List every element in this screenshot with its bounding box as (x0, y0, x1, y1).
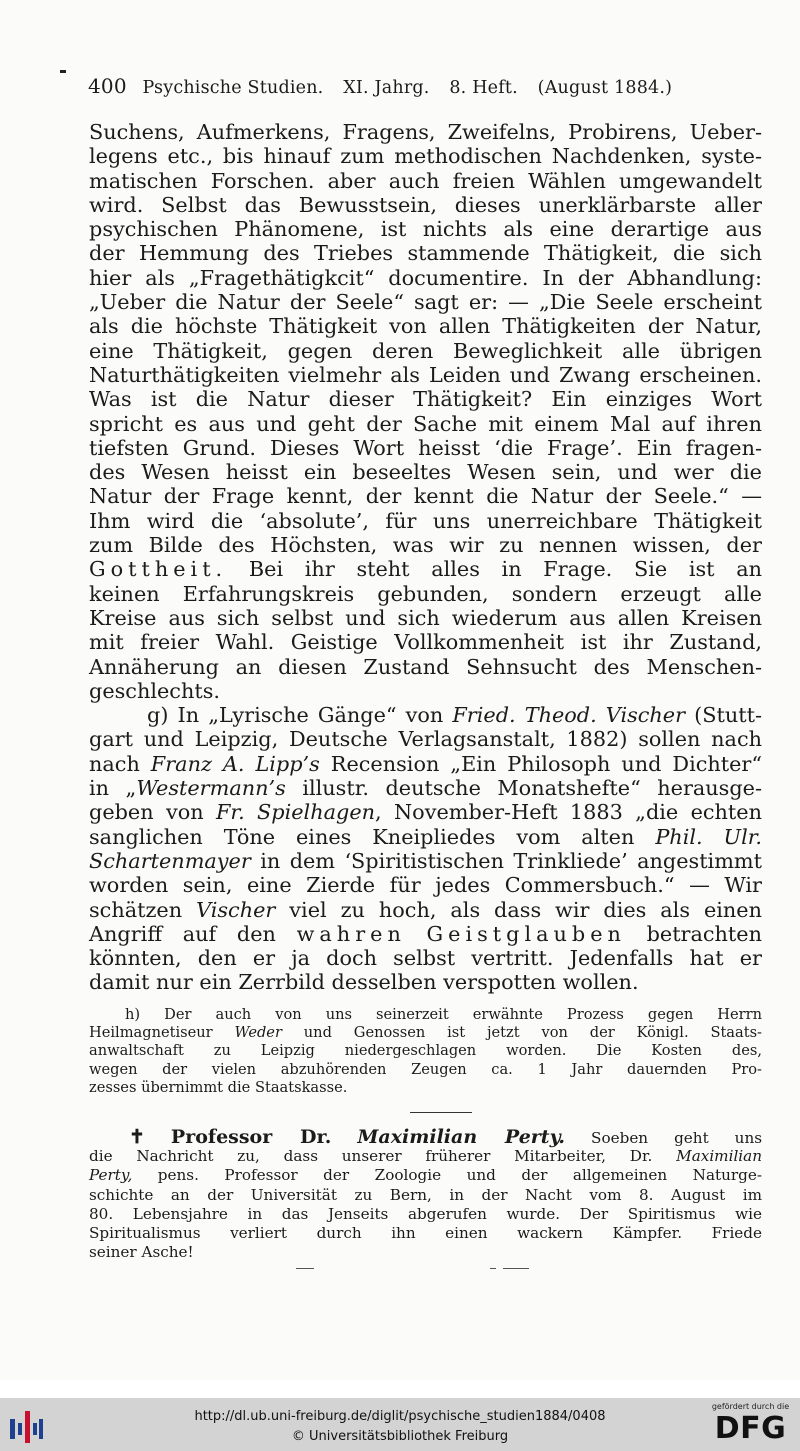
text-span: nach (89, 751, 151, 776)
text-line: Kreise aus sich selbst und sich wiederum aus allen Kreisen (89, 605, 762, 630)
italic-name: Fr. Spielhagen (216, 800, 376, 825)
paragraph-g-line: worden sein, eine Zierde für jedes Commersbuch.“ — Wir (89, 873, 762, 898)
main-text (89, 120, 762, 995)
text-line: tiefsten Grund. Dieses Wort heisst ‘die Frage’. Ein fragen- (89, 435, 762, 460)
italic-name: Franz A. Lipp’s (150, 751, 320, 776)
text-line: wird. Selbst das Bewusstsein, dieses unerklärbarste aller (89, 192, 762, 217)
obituary-line: seiner Asche! (89, 1243, 194, 1262)
viewer-footer (0, 1398, 800, 1451)
paragraph-g-line: gart und Leipzig, Deutsche Verlagsanstalt, 1882) sollen nach (89, 727, 762, 752)
text-line: Ihm wird die ‘absolute’, für uns unerreichbare Thätigkeit (89, 508, 762, 533)
text-span: Bei ihr steht alles in Frage. Sie ist an (248, 557, 762, 582)
footnote-line: h) Der auch von uns seinerzeit erwähnte Prozess gegen Herrn (125, 1006, 762, 1023)
obituary-line: schichte an der Universität zu Bern, in der Nacht vom 8. August im (89, 1185, 762, 1204)
text-span: geben von (89, 800, 216, 825)
text-line: eine Thätigkeit, gegen deren Beweglichkeit alle übrigen (89, 338, 762, 363)
text-line: matischen Forschen. aber auch freien Wählen umgewandelt (89, 168, 762, 193)
text-span: in „ (89, 776, 137, 801)
text-span: Heilmagnetiseur (89, 1024, 235, 1042)
italic-name: Maximilian (676, 1147, 762, 1166)
footnote (89, 1006, 762, 1097)
text-span: Angriff auf den (89, 921, 297, 946)
obituary-line (89, 1128, 762, 1147)
text-line: psychischen Phänomene, ist nichts als eine derartige aus (89, 217, 762, 242)
italic-name: Westermann’s (136, 776, 286, 801)
text-line: als die höchste Thätigkeit von allen Thätigkeiten der Natur, (89, 314, 762, 339)
text-line: Suchens, Aufmerkens, Fragens, Zweifelns, Probirens, Ueber- (89, 120, 762, 144)
paragraph-g-line (89, 800, 762, 824)
paragraph-g-line (89, 849, 762, 873)
text-span: die Nachricht zu, dass unserer früherer Mitarbeiter, Dr. (89, 1147, 677, 1166)
paragraph-g-line (89, 776, 762, 800)
journal-year: XI. Jahrg. (343, 78, 430, 98)
footnote-line: anwaltschaft zu Leipzig niedergeschlagen worden. Die Kosten des, (89, 1042, 762, 1060)
italic-name: Vischer (196, 897, 276, 922)
journal-title: Psychische Studien. (142, 78, 324, 98)
obituary-name: Maximilian Perty. (357, 1126, 566, 1148)
italic-name: Schartenmayer (89, 848, 251, 873)
journal-date: (August 1884.) (537, 78, 673, 98)
spaced-word: wahren (296, 921, 406, 946)
printer-mark (503, 1268, 529, 1269)
obituary-title: Professor Dr. (170, 1126, 332, 1148)
text-line: hier als „Fragethätigkcit“ documentire. In der Abhandlung: (89, 265, 762, 290)
text-line: geschlechts. (89, 678, 220, 703)
section-divider (410, 1112, 472, 1113)
footnote-line: zesses übernimmt die Staatskasse. (89, 1078, 348, 1096)
cross-icon: ✝ (129, 1126, 145, 1148)
italic-name: Phil. Ulr. (655, 824, 762, 849)
obituary-line: Spiritualismus verliert durch ihn einen wackern Kämpfer. Friede (89, 1223, 762, 1242)
text-line: Was ist die Natur dieser Thätigkeit? Ein einziges Wort (89, 387, 762, 412)
dfg-logo: DFG (714, 1411, 787, 1446)
paragraph-g-line: könnten, den er ja doch selbst vertritt. Jedenfalls hat er (89, 946, 762, 971)
italic-name: Perty, (89, 1166, 133, 1185)
text-span: in dem ‘Spiritistischen Trinkliede’ angestimmt (250, 848, 762, 873)
journal-issue: 8. Heft. (449, 78, 518, 98)
text-line: legens etc., bis hinauf zum methodischen Nachdenken, syste- (89, 144, 762, 169)
text-line: der Hemmung des Triebes stammende Thätigkeit, die sich (89, 241, 762, 266)
paragraph-g-line (89, 922, 762, 946)
spaced-word: Geistglauben (426, 921, 626, 946)
paragraph-g-line (89, 752, 762, 776)
margin-mark (60, 70, 66, 73)
text-line: mit freier Wahl. Geistige Vollkommenheit ist ihr Zustand, (89, 630, 762, 655)
text-line: keinen Erfahrungskreis gebunden, sondern erzeugt alle (89, 581, 762, 606)
paragraph-g-line (89, 825, 762, 849)
spaced-word: Gottheit. (89, 557, 228, 582)
text-span: und Genossen ist jetzt von der Königl. Staats- (281, 1024, 762, 1042)
paragraph-g-line (89, 898, 762, 922)
text-span: Soeben geht uns (565, 1129, 763, 1147)
dfg-caption: gefördert durch die (711, 1402, 790, 1411)
text-span: (Stutt- (685, 703, 762, 728)
text-span: betrachten (625, 921, 762, 946)
text-line: „Ueber die Natur der Seele“ sagt er: — „Die Seele erscheint (89, 290, 762, 315)
text-span: illustr. deutsche Monatshefte“ herausge- (285, 776, 762, 801)
text-line: zum Bilde des Höchsten, was wir zu nennen wissen, der (89, 533, 762, 558)
text-span: sanglichen Töne eines Kneipliedes vom alten (89, 824, 656, 849)
footnote-line (89, 1024, 762, 1042)
paragraph-g-line (89, 703, 762, 727)
text-span: pens. Professor der Zoologie und der allgemeinen Naturge- (132, 1166, 762, 1185)
running-header (88, 74, 708, 98)
text-line: des Wesen heisst ein beseeltes Wesen sein, und wer die (89, 460, 762, 485)
obituary-line (89, 1166, 762, 1185)
italic-name: Weder (234, 1024, 282, 1042)
text-line: Natur der Frage kennt, der kennt die Natur der Seele.“ — (89, 484, 762, 509)
text-span: Recension „Ein Philosoph und Dichter“ (319, 751, 762, 776)
paragraph-g-line: damit nur ein Zerrbild desselben verspotten wollen. (89, 970, 639, 995)
text-span: schätzen (89, 897, 197, 922)
printer-mark (490, 1268, 496, 1269)
obituary-line (89, 1147, 762, 1166)
text-span: , November-Heft 1883 „die echten (375, 800, 762, 825)
obituary-notice (89, 1128, 762, 1262)
footnote-line: wegen der vielen abzuhörenden Zeugen ca. 1 Jahr dauernden Pro- (89, 1060, 762, 1078)
text-line (89, 557, 762, 581)
text-span: g) In „Lyrische Gänge“ von (147, 703, 453, 728)
copyright-text: © Universitätsbibliothek Freiburg (291, 1429, 509, 1444)
text-line: spricht es aus und geht der Sache mit einem Mal auf ihren (89, 411, 762, 436)
obituary-line: 80. Lebensjahre in das Jenseits abgerufen wurde. Der Spiritismus wie (89, 1204, 762, 1223)
page-number: 400 (88, 74, 127, 98)
italic-name: Fried. Theod. Vischer (452, 703, 686, 728)
text-span: viel zu hoch, als dass wir dies als einen (275, 897, 762, 922)
text-line: Annäherung an diesen Zustand Sehnsucht des Menschen- (89, 654, 762, 679)
source-url-link[interactable]: http://dl.ub.uni-freiburg.de/diglit/psychische_studien1884/0408 (194, 1409, 606, 1424)
text-line: Naturthätigkeiten vielmehr als Leiden und Zwang erscheinen. (89, 362, 762, 387)
printer-mark (296, 1268, 314, 1269)
